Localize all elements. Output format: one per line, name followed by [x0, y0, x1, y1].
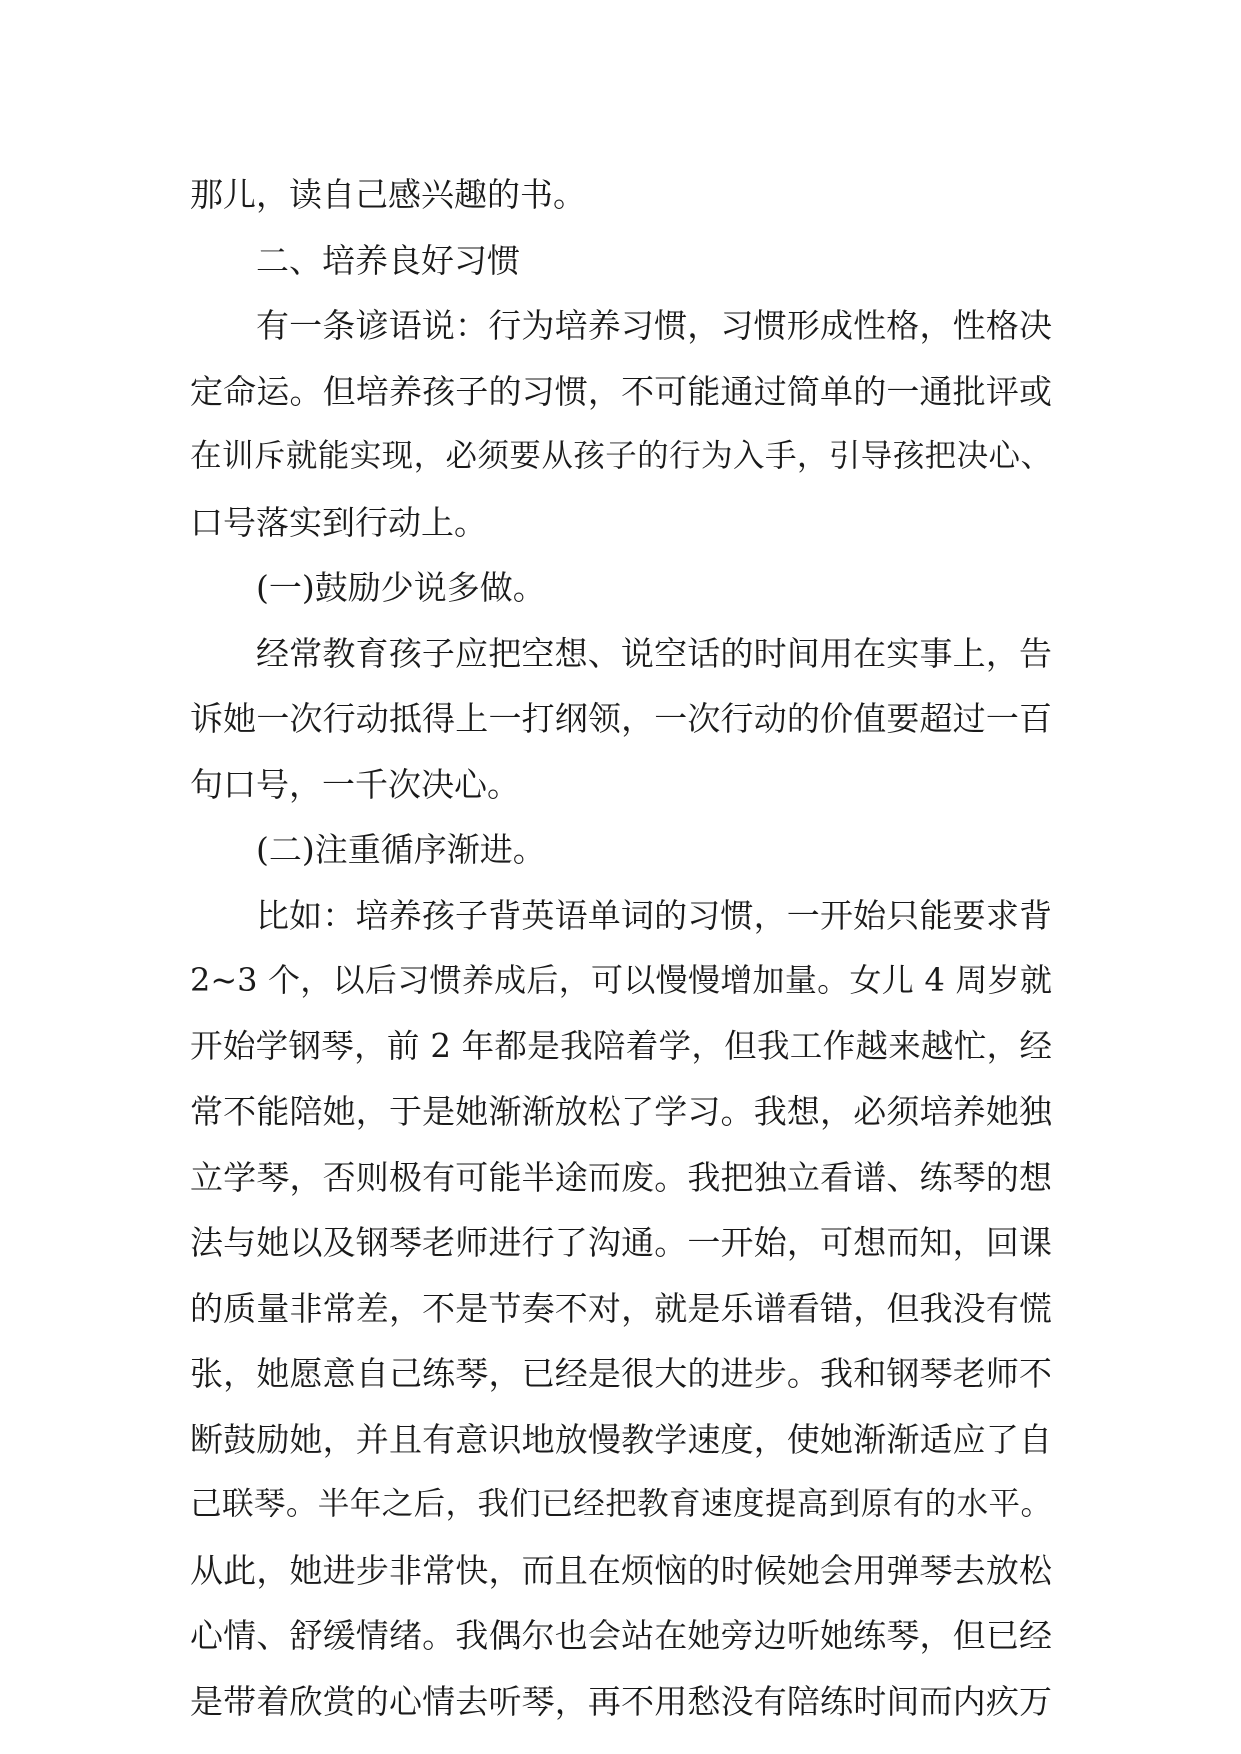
text-line: 法与她以及钢琴老师进行了沟通。一开始，可想而知，回课 — [190, 1223, 1052, 1262]
text-line: 从此，她进步非常快，而且在烦恼的时候她会用弹琴去放松 — [190, 1550, 1052, 1590]
text-line: 张，她愿意自己练琴，已经是很大的进步。我和钢琴老师不 — [190, 1354, 1052, 1393]
text-line: 2~3 个，以后习惯养成后，可以慢慢增加量。女儿 4 周岁就 — [190, 961, 1052, 999]
text-line: 心情、舒缓情绪。我偶尔也会站在她旁边听她练琴，但已经 — [190, 1616, 1052, 1655]
text-line: 断鼓励她，并且有意识地放慢教学速度，使她渐渐适应了自 — [190, 1419, 1052, 1459]
text-line: 立学琴，否则极有可能半途而废。我把独立看谱、练琴的想 — [190, 1157, 1052, 1197]
subsection-heading: (二)注重循序渐进。 — [256, 830, 546, 869]
text-line: 句口号，一千次决心。 — [190, 764, 520, 804]
document-body — [190, 162, 1052, 1734]
text-line: 那儿，读自己感兴趣的书。 — [190, 175, 586, 214]
text-line: 诉她一次行动抵得上一打纲领，一次行动的价值要超过一百 — [190, 699, 1052, 738]
text-line: 口号落实到行动上。 — [190, 502, 487, 542]
text-line: 比如：培养孩子背英语单词的习惯，一开始只能要求背 — [256, 895, 1052, 935]
text-line: 有一条谚语说：行为培养习惯，习惯形成性格，性格决 — [256, 306, 1052, 345]
text-line: 经常教育孩子应把空想、说空话的时间用在实事上，告 — [256, 633, 1052, 673]
text-line: 常不能陪她，于是她渐渐放松了学习。我想，必须培养她独 — [190, 1092, 1052, 1131]
text-line: 己联琴。半年之后，我们已经把教育速度提高到原有的水平。 — [190, 1486, 1052, 1522]
subsection-heading: (一)鼓励少说多做。 — [256, 568, 546, 607]
section-heading: 二、培养良好习惯 — [256, 240, 520, 280]
text-line: 在训斥就能实现，必须要从孩子的行为入手，引导孩把决心、 — [190, 438, 1052, 474]
text-line: 的质量非常差，不是节奏不对，就是乐谱看错，但我没有慌 — [190, 1288, 1052, 1328]
text-line: 开始学钢琴，前 2 年都是我陪着学，但我工作越来越忙，经 — [190, 1026, 1052, 1065]
text-line: 是带着欣赏的心情去听琴，再不用愁没有陪练时间而内疚万 — [190, 1681, 1052, 1721]
text-line: 定命运。但培养孩子的习惯，不可能通过简单的一通批评或 — [190, 371, 1052, 411]
